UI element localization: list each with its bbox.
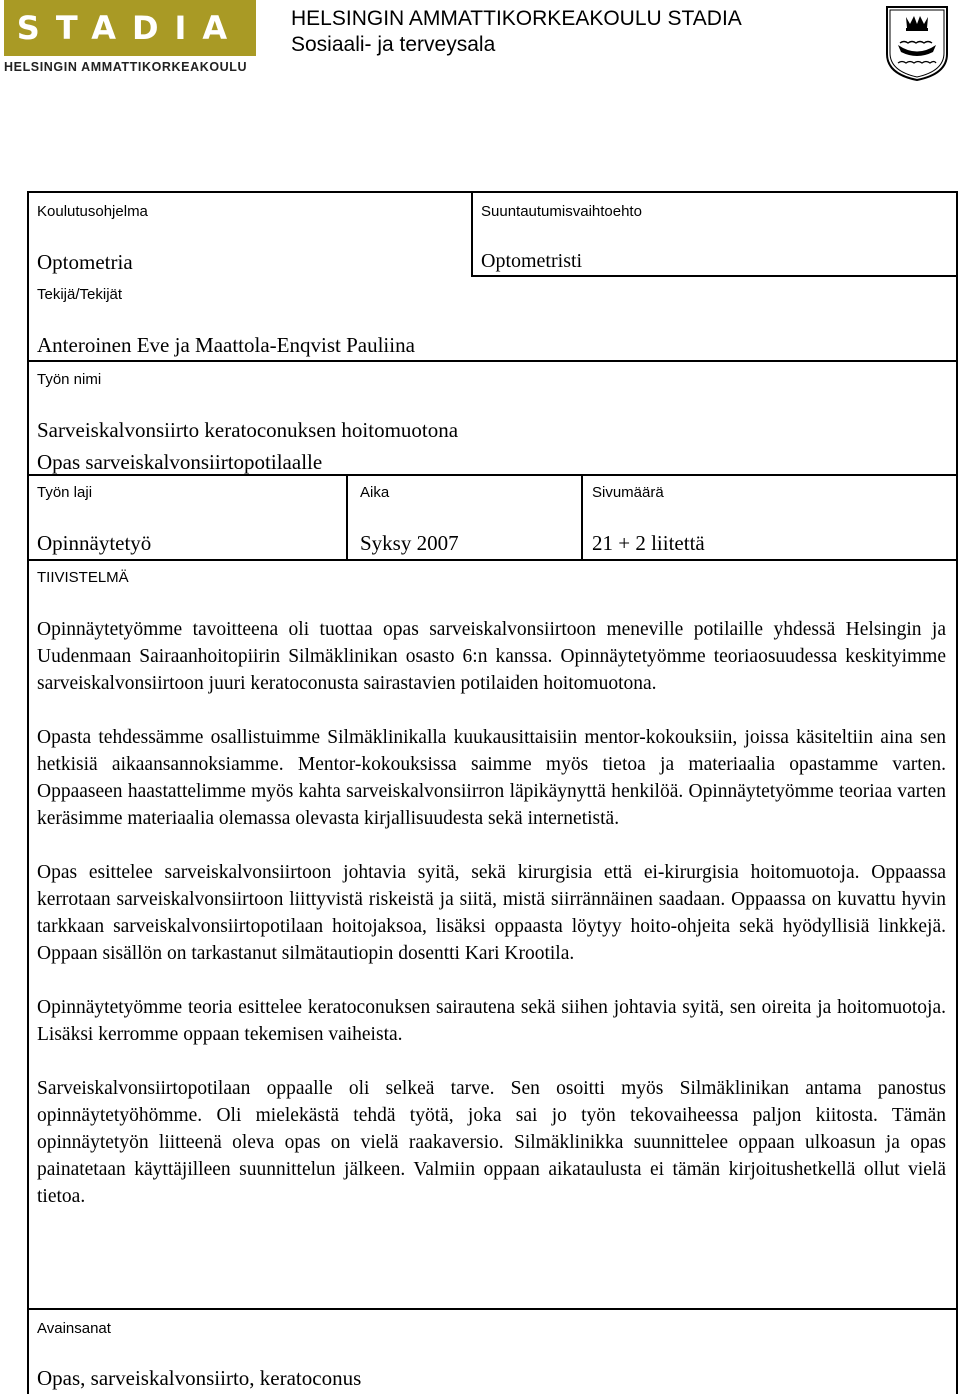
abstract-label: TIIVISTELMÄ bbox=[37, 569, 129, 586]
form-top-border bbox=[27, 191, 958, 193]
pages-label: Sivumäärä bbox=[592, 484, 664, 501]
logo-box bbox=[4, 0, 256, 56]
abstract-body bbox=[37, 616, 946, 1210]
abstract-paragraph: Opinnäytetyömme tavoitteena oli tuottaa opas sarveiskalvonsiirtoon meneville potilaille yhdessä Helsingin ja Uudenmaan Sairaanhoitopiirin Silmäklinikan osasto 6:n kanssa. Opinnäytetyömme teoriaosuudessa keskityimme sarveiskalvonsiirtoon juuri keratoconusta sairastavien potilaiden hoitomuotona. bbox=[37, 619, 946, 694]
institution-header bbox=[291, 6, 742, 58]
department-name: Sosiaali- ja terveysala bbox=[291, 33, 496, 56]
keywords-value: Opas, sarveiskalvonsiirto, keratoconus bbox=[37, 1366, 362, 1390]
institution-name: HELSINGIN AMMATTIKORKEAKOULU STADIA bbox=[291, 7, 742, 30]
logo-subtitle: HELSINGIN AMMATTIKORKEAKOULU bbox=[4, 60, 248, 74]
form-row-divider bbox=[27, 559, 958, 561]
helsinki-crest-icon bbox=[884, 4, 950, 82]
stadia-logo bbox=[4, 0, 256, 82]
form-row-divider bbox=[27, 1308, 958, 1310]
form-column-divider bbox=[581, 474, 583, 559]
specialization-label: Suuntautumisvaihtoehto bbox=[481, 203, 642, 220]
programme-label: Koulutusohjelma bbox=[37, 203, 148, 220]
authors-label: Tekijä/Tekijät bbox=[37, 286, 123, 303]
programme-value: Optometria bbox=[37, 250, 133, 274]
form-column-divider bbox=[471, 191, 473, 275]
form-right-border bbox=[956, 191, 958, 1394]
abstract-paragraph: Opasta tehdessämme osallistuimme Silmäklinikalla kuukausittaisiin mentor-kokouksiin, joissa käsiteltiin aina sen hetkisiä aikaansannoksiamme. Mentor-kokouksissa saimme myös tietoa ja materiaalia opastamme varten. Oppaaseen haastattelimme myös kahta sarveiskalvonsiirron läpikäynyttä henkilöä. Opinnäytetyömme teoriaa varten keräsimme materiaalia olemassa olevasta kirjallisuudesta sekä internetistä. bbox=[37, 727, 946, 829]
form-row-divider bbox=[471, 275, 958, 277]
form-left-border bbox=[27, 191, 29, 1394]
pages-value: 21 + 2 liitettä bbox=[592, 531, 705, 555]
work-type-label: Työn laji bbox=[37, 484, 93, 501]
abstract-paragraph: Opas esittelee sarveiskalvonsiirtoon johtavia syitä, sekä kirurgisia että ei-kirurgisia hoitomuotoja. Oppaassa kerrotaan sarveiskalvonsiirtoon liittyvistä riskeistä ja siitä, mistä siirrännäinen saadaan. Oppaassa on kuvattu hyvin tarkkaan sarveiskalvonsiirtopotilaan hoitojaksoa, lisäksi oppaasta löytyy hoito-ohjeita sekä hyödyllisiä linkkejä. Oppaan sisällön on tarkastanut silmätautiopin dosentti Kari Krootila. bbox=[37, 862, 946, 964]
form-row-divider bbox=[27, 360, 958, 362]
title-line-2: Opas sarveiskalvonsiirtopotilaalle bbox=[37, 450, 323, 474]
authors-value: Anteroinen Eve ja Maattola-Enqvist Pauliina bbox=[37, 333, 415, 357]
time-value: Syksy 2007 bbox=[360, 531, 459, 555]
specialization-value: Optometristi bbox=[481, 250, 583, 272]
logo-wordmark: STADIA bbox=[16, 9, 244, 47]
title-label: Työn nimi bbox=[37, 371, 102, 388]
title-line-1: Sarveiskalvonsiirto keratoconuksen hoitomuotona bbox=[37, 418, 459, 442]
form-column-divider bbox=[346, 474, 348, 559]
time-label: Aika bbox=[360, 484, 390, 501]
abstract-paragraph: Sarveiskalvonsiirtopotilaan oppaalle oli selkeä tarve. Sen osoitti myös Silmäklinikan antama panostus opinnäytetyöhömme. Oli mielekästä tehdä työtä, joka sai jo työn tekovaiheessa paljon kiitosta. Tämän opinnäytetyön liitteenä oleva opas on vielä raakaversio. Silmäklinikka suunnittelee oppaan ulkoasun ja opas painatetaan käyttäjilleen suunnittelun jälkeen. Valmiin oppaan aikataulusta ei tämän kirjoitushetkellä ollut vielä tietoa. bbox=[37, 1078, 946, 1207]
abstract-paragraph: Opinnäytetyömme teoria esittelee keratoconuksen sairautena sekä siihen johtavia syitä, sen oireita ja hoitomuotoja. Lisäksi kerromme oppaan tekemisen vaiheista. bbox=[37, 997, 946, 1045]
keywords-label: Avainsanat bbox=[37, 1320, 111, 1337]
work-type-value: Opinnäytetyö bbox=[37, 531, 152, 555]
